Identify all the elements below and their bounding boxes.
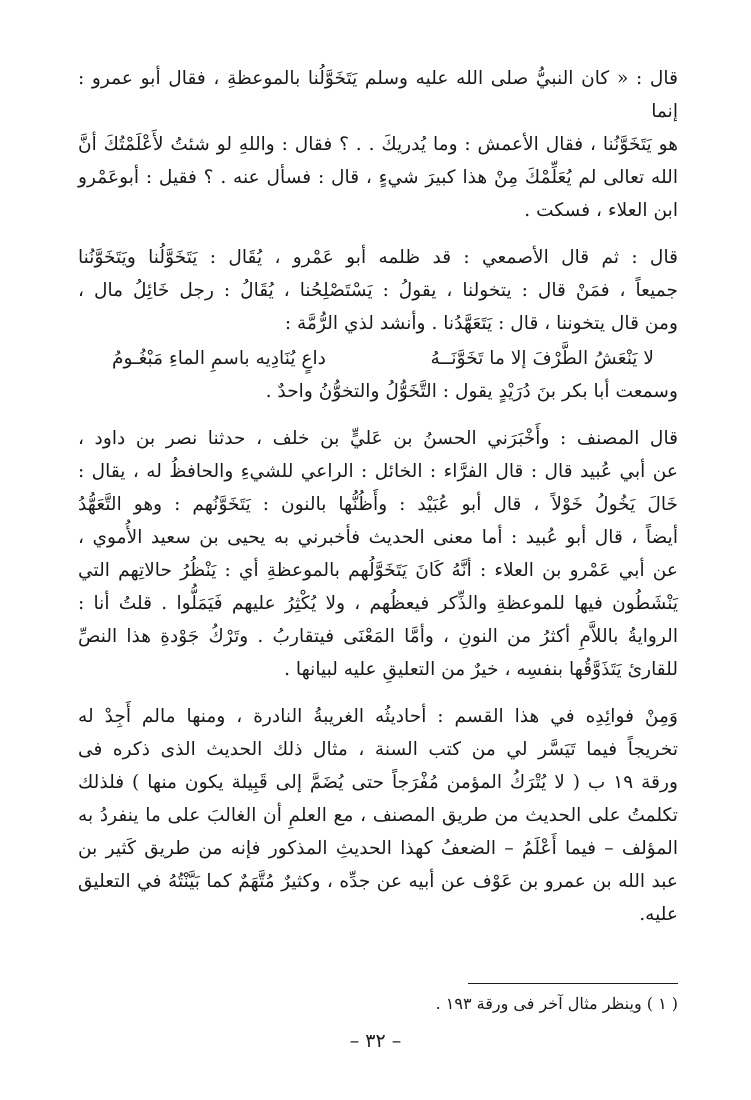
text-line: الروايةُ باللاَّمِ أكثرُ من النونِ ، وأمَّا المَعْنَى فيتقاربُ . وتَرْكُ جَوْدةِ هذا النصِّ bbox=[78, 626, 678, 647]
text-line: أيضاً ، قال أبو عُبيد : أما معنى الحديث فأخبرني به يحيى بن سعيد الأُموي ، bbox=[78, 527, 678, 548]
verse-hemistich-second: داعٍ يُنَادِيه باسمِ الماءِ مَبْغُـومُ bbox=[112, 348, 326, 369]
text-line: الله تعالى لم يُعَلِّمْكَ مِنْ هذا كبيرَ شيءٍ ، قال : فسأل عنه . ؟ فقيل : أبوعَمْرو bbox=[78, 167, 678, 188]
text-line: عن أبي عَمْرو بن العلاء : أنَّهُ كَانَ يَتَخَوَّلُهم بالموعظةِ أي : يَنْظُرُ حالاتِهم التي bbox=[78, 560, 678, 581]
text-line: جميعاً ، فمَنْ قال : يتخولنا ، يقولُ : يَسْتَصْلِحُنا ، يُقَالُ : رجل خَائِلُ مال ، bbox=[78, 280, 678, 301]
paragraph-1 bbox=[78, 62, 678, 227]
text-line: وسمعت أبا بكر بنَ دُرَيْدٍ يقول : التَّخَوُّلُ والتخوُّنُ واحدٌ . bbox=[265, 381, 678, 402]
text-line: ورقة ١٩ ب ( لا يُتْرَكُ المؤمن مُفْرَجاً حتى يُضَمَّ إلى قَبِيلة يكون منها ) فلذلك bbox=[78, 772, 678, 793]
text-line: وَمِنْ فوائِدِه في هذا القسم : أحاديثُه الغريبةُ النادرة ، ومنها مالم أَجِدْ له bbox=[78, 706, 678, 727]
text-line: للقارئ يَتَذَوَّقُها بنفسِه ، خيرٌ من التعليقِ عليه لبيانها . bbox=[284, 659, 678, 680]
page-number: – ٣٢ – bbox=[349, 1030, 402, 1052]
text-line: هو يَتَخَوَّنُنا ، فقال الأعمش : وما يُدريكَ . . ؟ فقال : واللهِ لو شئتُ لأَعْلَمْتُكَ أنَّ bbox=[78, 134, 678, 155]
text-line: تكلمتُ على الحديث من طريق المصنف ، مع العلمِ أن الغالبَ على ما ينفردُ به bbox=[78, 805, 678, 826]
paragraph-2-continued bbox=[78, 375, 678, 408]
paragraph-4 bbox=[78, 700, 678, 931]
text-line: المؤلف – فيما أَعْلَمُ – الضعفُ كهذا الحديثِ المذكور فإنه من طريق كَثير بن bbox=[78, 838, 678, 859]
paragraph-3 bbox=[78, 422, 678, 686]
text-line: ابن العلاء ، فسكت . bbox=[524, 200, 678, 221]
footnote: ( ١ ) وينظر مثال آخر فى ورقة ١٩٣ . bbox=[435, 994, 678, 1013]
text-line: قال : « كان النبيُّ صلى الله عليه وسلم يَتَخَوَّلُنا بالموعظةِ ، فقال أبو عمرو : إنما bbox=[78, 68, 678, 122]
paragraph-2 bbox=[78, 241, 678, 340]
text-line: عن أبي عُبيد قال : قال الفرَّاء : الخائل : الراعي للشيءِ والحافظُ له ، يقال : bbox=[78, 461, 678, 482]
page-body bbox=[78, 62, 678, 945]
text-line: عبد الله بن عمرو بن عَوْف عن أبيه عن جدِّه ، وكثيرٌ مُتَّهَمٌ كما بَيَّنْتُهُ في التعليق عليه. bbox=[78, 871, 678, 925]
text-line: ومن قال يتخوننا ، قال : يَتَعَهَّدُنا . وأنشد لذي الرُّمَّة : bbox=[284, 313, 678, 334]
text-line: قال المصنف : وأَخْبَرَني الحسنُ بن عَليٍّ بن خلف ، حدثنا نصر بن داود ، bbox=[78, 428, 678, 449]
verse-hemistich-first: لا يَنْعَشُ الطَّرْفَ إلا ما تَخَوَّنَــهُ bbox=[430, 348, 654, 369]
text-line: تخريجاً فيما تَيَسَّر لي من كتب السنة ، مثال ذلك الحديث الذى ذكره فى bbox=[78, 739, 678, 760]
text-line: يَنْشَطُون فيها للموعظةِ والذِّكر فيعظُهم ، ولا يُكْثِرُ عليهم فَيَمَلُّوا . قلتُ أنا : bbox=[78, 593, 678, 614]
text-line: قال : ثم قال الأصمعي : قد ظلمه أبو عَمْرو ، يُقَال : يَتَخَوَّلُنا ويَتَخَوَّنُنا bbox=[78, 247, 678, 268]
text-line: خَالَ يَخُولُ خَوْلاً ، قال أبو عُبَيْد : وأَظُنُّها بالنون : يَتَخَوَّنُهم : وهو التَّعَهُّدُ bbox=[78, 494, 678, 515]
footnote-divider bbox=[468, 983, 678, 984]
poetry-verse bbox=[78, 342, 678, 375]
